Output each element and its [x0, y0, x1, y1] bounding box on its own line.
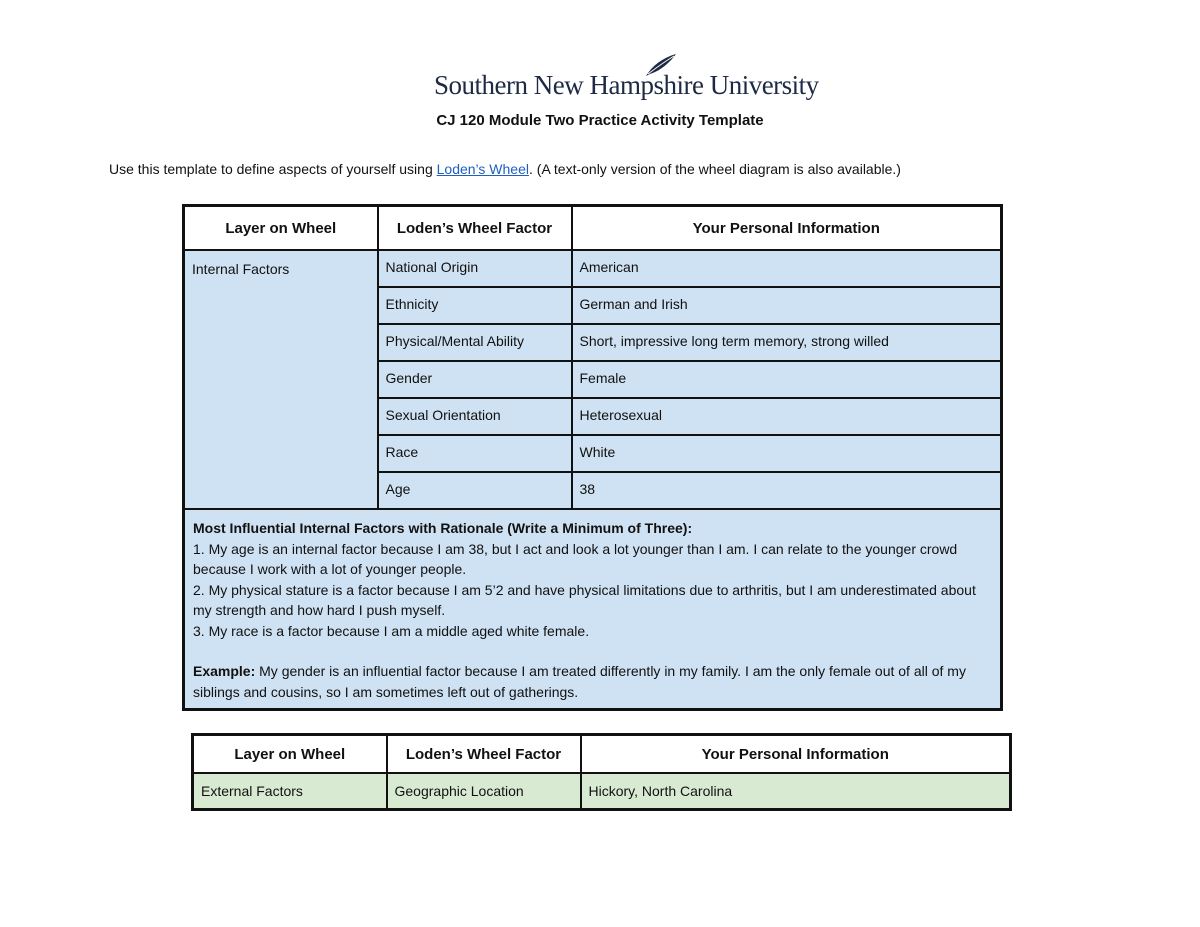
rationale-cell: [184, 509, 1002, 710]
info-cell: Heterosexual: [572, 398, 1002, 435]
header-factor: Loden’s Wheel Factor: [387, 735, 581, 774]
header-info: Your Personal Information: [572, 206, 1002, 251]
rationale-item: 3. My race is a factor because I am a middle aged white female.: [193, 622, 590, 639]
info-cell: Short, impressive long term memory, strong willed: [572, 324, 1002, 361]
info-cell: 38: [572, 472, 1002, 509]
header-factor: Loden’s Wheel Factor: [378, 206, 572, 251]
leaf-logo-icon: [644, 52, 678, 78]
intro-text: [109, 161, 901, 177]
header-info: Your Personal Information: [581, 735, 1011, 774]
university-logo: [434, 52, 819, 102]
info-cell: White: [572, 435, 1002, 472]
external-factors-table: [191, 733, 1012, 811]
lodens-wheel-link[interactable]: Loden’s Wheel: [436, 161, 529, 177]
factor-cell: Geographic Location: [387, 773, 581, 810]
layer-internal-factors: Internal Factors: [184, 250, 378, 509]
rationale-item: 1. My age is an internal factor because I am 38, but I act and look a lot younger than I am. I can relate to the younger crowd because I work with a lot of younger people.: [193, 540, 958, 577]
internal-factors-table: [182, 204, 1003, 711]
table-header-row: [193, 735, 1011, 774]
factor-cell: Sexual Orientation: [378, 398, 572, 435]
layer-external-factors: External Factors: [193, 773, 387, 810]
page-title: CJ 120 Module Two Practice Activity Template: [436, 112, 764, 129]
header-layer: Layer on Wheel: [193, 735, 387, 774]
factor-cell: Age: [378, 472, 572, 509]
example-label: Example:: [193, 663, 256, 679]
example-paragraph: [193, 661, 992, 702]
factor-cell: National Origin: [378, 250, 572, 287]
factor-cell: Gender: [378, 361, 572, 398]
rationale-row: [184, 509, 1002, 710]
table-row: [193, 773, 1011, 810]
spacer: [193, 641, 992, 661]
intro-after: . (A text-only version of the wheel diagram is also available.): [529, 161, 901, 177]
info-cell: Hickory, North Carolina: [581, 773, 1011, 810]
university-name: Southern New Hampshire University: [434, 70, 819, 100]
factor-cell: Ethnicity: [378, 287, 572, 324]
info-cell: American: [572, 250, 1002, 287]
header-layer: Layer on Wheel: [184, 206, 378, 251]
info-cell: Female: [572, 361, 1002, 398]
table-row: [184, 250, 1002, 287]
intro-before: Use this template to define aspects of yourself using: [109, 161, 437, 177]
example-text: My gender is an influential factor because I am treated differently in my family. I am the only female out of all of my siblings and cousins, so I am sometimes left out of gatherings.: [193, 663, 966, 700]
info-cell: German and Irish: [572, 287, 1002, 324]
factor-cell: Physical/Mental Ability: [378, 324, 572, 361]
table-header-row: [184, 206, 1002, 251]
rationale-heading: Most Influential Internal Factors with Rationale (Write a Minimum of Three):: [193, 520, 693, 536]
rationale-item: 2. My physical stature is a factor because I am 5’2 and have physical limitations due to arthritis, but I am underestimated about my strength and how hard I push myself.: [193, 581, 976, 618]
factor-cell: Race: [378, 435, 572, 472]
